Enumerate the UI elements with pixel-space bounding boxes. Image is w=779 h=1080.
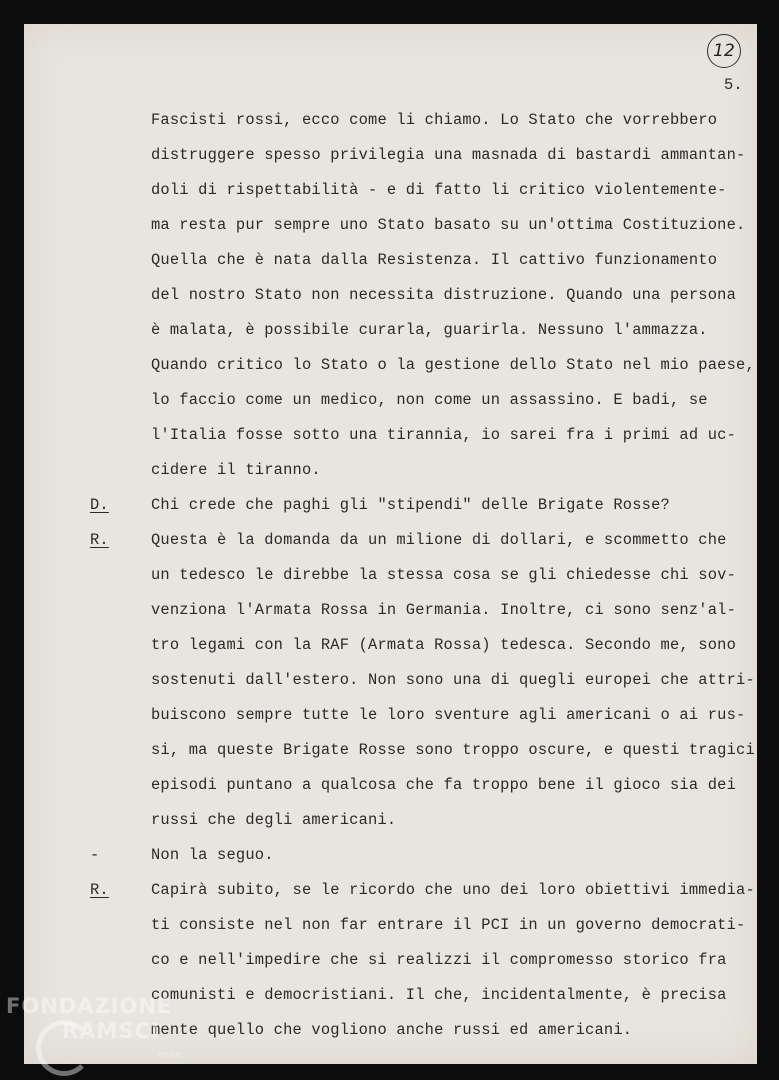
question-marker: D. xyxy=(90,496,109,514)
answer-line: si, ma queste Brigate Rosse sono troppo oscure, e questi tragici xyxy=(151,741,755,759)
fondazione-gramsci-watermark xyxy=(6,996,172,1042)
text-line: cidere il tiranno. xyxy=(151,461,321,479)
answer-line: venziona l'Armata Rossa in Germania. Inoltre, ci sono senz'al- xyxy=(151,601,737,619)
answer-line: Capirà subito, se le ricordo che uno dei loro obiettivi immedia- xyxy=(151,881,755,899)
answer-line: un tedesco le direbbe la stessa cosa se gli chiedesse chi sov- xyxy=(151,566,737,584)
watermark-line1: FONDAZIONE xyxy=(6,994,173,1018)
folio-number: 12 xyxy=(707,34,741,68)
answer-line: russi che degli americani. xyxy=(151,811,397,829)
answer-line: sostenuti dall'estero. Non sono una di quegli europei che attri- xyxy=(151,671,755,689)
text-line: è malata, è possibile curarla, guarirla. Nessuno l'ammazza. xyxy=(151,321,708,339)
answer-line: episodi puntano a qualcosa che fa troppo bene il gioco sia dei xyxy=(151,776,737,794)
text-line: Quando critico lo Stato o la gestione dello Stato nel mio paese, xyxy=(151,356,755,374)
document-page xyxy=(24,24,757,1064)
question-line: Chi crede che paghi gli "stipendi" delle Brigate Rosse? xyxy=(151,496,670,514)
text-line: distruggere spesso privilegia una masnada di bastardi ammantan- xyxy=(151,146,746,164)
answer-line: co e nell'impedire che si realizzi il compromesso storico fra xyxy=(151,951,727,969)
answer-line: tro legami con la RAF (Armata Rossa) tedesca. Secondo me, sono xyxy=(151,636,737,654)
answer-line: ti consiste nel non far entrare il PCI in un governo democrati- xyxy=(151,916,746,934)
answer-line: mente quello che vogliono anche russi ed americani. xyxy=(151,1021,633,1039)
answer-line: Questa è la domanda da un milione di dollari, e scommetto che xyxy=(151,531,727,549)
text-line: Quella che è nata dalla Resistenza. Il cattivo funzionamento xyxy=(151,251,718,269)
answer-marker: R. xyxy=(90,881,109,899)
watermark-onlus: onlus xyxy=(158,1050,183,1060)
text-line: del nostro Stato non necessita distruzione. Quando una persona xyxy=(151,286,737,304)
text-line: ma resta pur sempre uno Stato basato su un'ottima Costituzione. xyxy=(151,216,746,234)
watermark-g-icon xyxy=(36,1020,92,1076)
answer-line: buiscono sempre tutte le loro sventure agli americani o ai rus- xyxy=(151,706,746,724)
text-line: doli di rispettabilità - e di fatto li critico violentemente- xyxy=(151,181,727,199)
answer-marker: R. xyxy=(90,531,109,549)
text-line: lo faccio come un medico, non come un assassino. E badi, se xyxy=(151,391,708,409)
question-line: Non la seguo. xyxy=(151,846,274,864)
watermark-line2: RAMSCI xyxy=(62,1019,160,1043)
text-line: l'Italia fosse sotto una tirannia, io sarei fra i primi ad uc- xyxy=(151,426,737,444)
question-marker: - xyxy=(90,846,100,864)
text-line: Fascisti rossi, ecco come li chiamo. Lo Stato che vorrebbero xyxy=(151,111,718,129)
page-number: 5. xyxy=(724,76,743,94)
answer-line: comunisti e democristiani. Il che, incidentalmente, è precisa xyxy=(151,986,727,1004)
